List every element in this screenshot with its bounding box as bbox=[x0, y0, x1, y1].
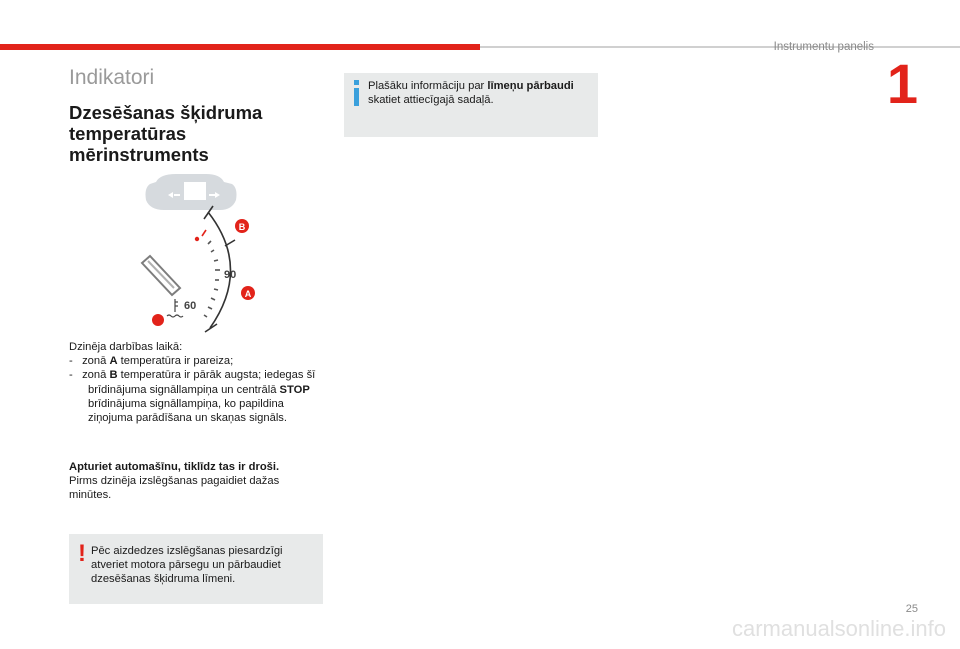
stop-instruction bbox=[69, 460, 319, 503]
list-text: zonā bbox=[82, 355, 110, 368]
list-text: temperatūra ir pareiza; bbox=[117, 355, 234, 368]
intro-line: Dzinēja darbības laikā: bbox=[69, 341, 183, 353]
stop-text: Pirms dzinēja izslēgšanas pagaidiet dažas minūtes. bbox=[69, 475, 280, 502]
zone-ref: B bbox=[109, 369, 118, 382]
chapter-number: 1 bbox=[886, 52, 918, 115]
page-heading: Dzesēšanas šķidruma temperatūras mērinstruments bbox=[69, 102, 263, 165]
list-item bbox=[69, 354, 319, 368]
gauge-needle bbox=[142, 256, 180, 295]
warning-text: Pēc aizdedzes izslēgšanas piesardzīgi atveriet motora pārsegu un pārbaudiet dzesēšanas šķidruma līmeni. bbox=[91, 545, 283, 586]
temperature-gauge-figure bbox=[120, 168, 290, 338]
dashboard-icon bbox=[146, 174, 237, 210]
scale-label-60: 60 bbox=[184, 300, 197, 312]
stop-ref: STOP bbox=[279, 383, 310, 396]
hot-zone-dot bbox=[195, 237, 199, 241]
header-grey-line bbox=[480, 46, 960, 48]
gauge-scale bbox=[202, 230, 220, 317]
list-text: zonā bbox=[82, 369, 110, 382]
info-text bbox=[368, 79, 590, 107]
coolant-temperature-icon bbox=[167, 299, 183, 317]
zone-ref: A bbox=[109, 355, 118, 368]
list-item bbox=[69, 368, 319, 425]
info-box bbox=[344, 73, 598, 137]
info-icon bbox=[353, 80, 361, 106]
section-title: Indikatori bbox=[69, 66, 155, 89]
exclamation-icon: ! bbox=[78, 540, 86, 567]
zone-a-label: A bbox=[244, 289, 252, 299]
list-prefix: - bbox=[69, 369, 73, 382]
info-text-before: Plašāku informāciju par bbox=[368, 80, 488, 92]
list-prefix: - bbox=[69, 355, 73, 368]
info-text-after: skatiet attiecīgajā sadaļā. bbox=[368, 94, 494, 107]
stop-bold-line: Apturiet automašīnu, tiklīdz tas ir droši. bbox=[69, 461, 280, 473]
watermark: carmanualsonline.info bbox=[731, 616, 946, 641]
zone-b-label: B bbox=[238, 222, 246, 232]
zones-description bbox=[69, 340, 319, 425]
warning-lamp-dot bbox=[152, 314, 164, 326]
info-link-text: līmeņu pārbaudi bbox=[487, 80, 574, 92]
running-header: Instrumentu panelis bbox=[773, 41, 874, 53]
scale-label-90: 90 bbox=[224, 269, 237, 281]
list-text: temperatūra ir pārāk augsta; iedegas šī brīdinājuma signāllampiņa un centrālā bbox=[88, 369, 316, 396]
header-red-bar bbox=[0, 44, 480, 50]
list-text: brīdinājuma signāllampiņa, ko papildina ziņojuma parādīšana un skaņas signāls. bbox=[88, 397, 288, 425]
page-number: 25 bbox=[905, 603, 918, 615]
warning-box bbox=[69, 534, 323, 604]
